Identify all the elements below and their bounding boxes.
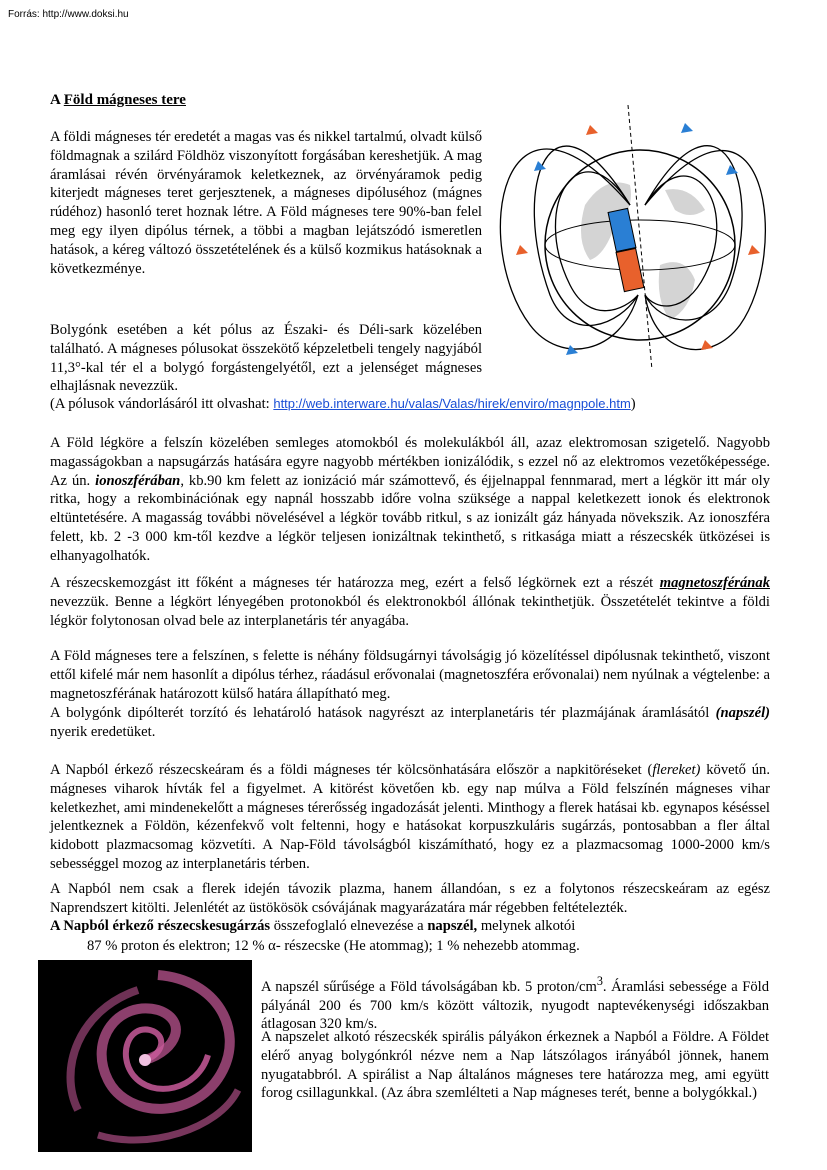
paragraph-magnetosphere: A részecskemozgást itt főként a mágneses tér határozza meg, ezért a felső légkörnek ezt a részét magnetoszférának nevezzük. Benne a légkört lényegében protonokból és elektronokból állónak tekinthetjük. Összetételét tekintve a földi légkör folytonosan olvad bele az interplanetáris tér anyagába. [50,575,770,629]
page-title: A Föld mágneses tere [50,92,186,108]
paragraph-solar-wind-def: A Napból érkező részecskesugárzás összefoglaló elnevezése a napszél, melynek alkotói [50,918,576,934]
paragraph-flares: A Napból érkező részecskeáram és a földi mágneses tér kölcsönhatására először a napkitöréseket (flereket) követő ún. mágneses viharok hívták fel a figyelmet. A kitörést követően kb. egy nap múlva a Föld felszínén mágneses vihar keletkezhet, ami mindenekelőtt a mágneses térerősség ingadozását jelenti. Minthogy a flerek hatásai kb. egynapos késéssel jelentkeznek a Földön, kézenfekvő volt feltenni, hogy e hatásokat korpuszkuláris sugárzás, pontosabban a fler által kidobott plazmacsomag közvetíti. A Nap-Föld távolságból kiszámítható, hogy ez a plazmacsomag 1000-2000 km/s sebességgel mozog az interplanetáris térben. [50,762,770,872]
paragraph-origin: A földi mágneses tér eredetét a magas vas és nikkel tartalmú, olvadt külső földmagnak a szilárd Földhöz viszonyított forgásában kereshetjük. A mag áramlásai révén örvényáramok keletkeznek, az örvényáramok pedig kiterjedt mágneses teret gerjesztenek, a mágneses dipóluséhoz (mágnes rúdéhoz) hasonló teret hoznak létre. A Föld mágneses tere 90%-ban felel meg egy ilyen dipólus térnek, a többi a magban lejátszódó ismeretlen hatások, a kéreg változó összetételének és a külső kozmikus hatásoknak a következménye. [50,129,482,277]
paragraph-dipole: A Föld mágneses tere a felszínen, s felette is néhány földsugárnyi távolságig jó közelítéssel dipólusnak tekinthető, viszont ettől kifelé már nem hasonlít a dipólus térhez, ráadásul erővonalai (magnetoszféra erővonalai) nem nyúlnak a végtelenbe: a magnetoszférának határozott külső határa állapítható meg. [50,648,770,702]
term-ionosphere: ionoszférában [95,472,181,489]
paragraph-continuous-plasma: A Napból nem csak a flerek idején távozik plazma, hanem állandóan, s ez a folytonos részecskeáram az egész Naprendszert kitölti. Jelenlétét az üstökösök csóvájának magyarázatára már régebben feltételezték. [50,881,770,916]
term-flares: flereket) [652,762,701,778]
term-solar-wind: (napszél) [715,705,770,721]
source-note: Forrás: http://www.doksi.hu [8,9,129,20]
paragraph-density: A napszél sűrűsége a Föld távolságában kb. 5 proton/$cm^3$. Áramlási sebessége a Föld pályánál 200 és 700 km/s között változik, nyugodt naptevékenységi időszakban átlagosan 320 km/s. [261,974,769,1033]
paragraph-pole-migration: (A pólusok vándorlásáról itt olvashat: http://web.interware.hu/valas/Valas/hirek/enviro/magnpole.htm) [50,396,636,412]
earth-magnetic-field-figure [490,95,780,373]
title-text: Föld mágneses tere [63,92,186,108]
paragraph-distortion: A bolygónk dipólterét torzító és lehatároló hatások nagyrészt az interplanetáris tér plazmájának áramlásától (napszél) nyerik eredetüket. [50,705,770,740]
term-magnetosphere: magnetoszférának [659,575,770,591]
pole-migration-link[interactable]: http://web.interware.hu/valas/Valas/hirek/enviro/magnpole.htm [273,396,631,411]
paragraph-poles: Bolygónk esetében a két pólus az Északi- és Déli-sark közelében található. A mágneses pólusokat összekötő képzeletbeli tengely nagyjából 11,3°-kal tér el a bolygó forgástengelyétől, ezt a jelenséget mágneses elhajlásnak nevezzük. [50,322,482,395]
solar-spiral-figure [38,960,252,1152]
paragraph-atmosphere: A Föld légköre a felszín közelében semleges atomokból és molekulákból áll, azaz elektromosan szigetelő. Nagyobb magasságokban a napsugárzás hatására egyre nagyobb mértékben ionizálódik, s ezzel nő az elektromos vezetőképessége. Az ún. ionoszférában, kb.90 km felett az ionizáció már számottevő, és éjjelnappal fennmarad, mert a légkör itt már oly ritka, hogy a rekombinációnak egy napnál hosszabb időre volna szüksége a nappal keletkezett ionok és elektronok eltüntetésére. A magasság további növelésével a légkör tovább ritkul, s az ionizált gáz hányada növekszik. Az ionoszféra felett, kb. 2 -3 000 km-től kezdve a légkör teljesen ionizáltnak tekinthető, s ritkasága miatt a részecskék ütközései is elhanyagolhatók. [50,435,770,564]
paragraph-composition: 87 % proton és elektron; 12 % α- részecske (He atommag); 1 % nehezebb atommag. [87,938,580,954]
paragraph-spiral: A napszelet alkotó részecskék spirális pályákon érkeznek a Napból a Földre. A Földet elérő anyag bolygónkról nézve nem a Nap látszólagos irányából jönnek, hanem nyugatabbról. A spirálist a Nap általános mágneses tere határozza meg, ami együtt forog csillagunkkal. (Az ábra szemlélteti a Nap mágneses terét, benne a bolygókkal.) [261,1029,769,1102]
